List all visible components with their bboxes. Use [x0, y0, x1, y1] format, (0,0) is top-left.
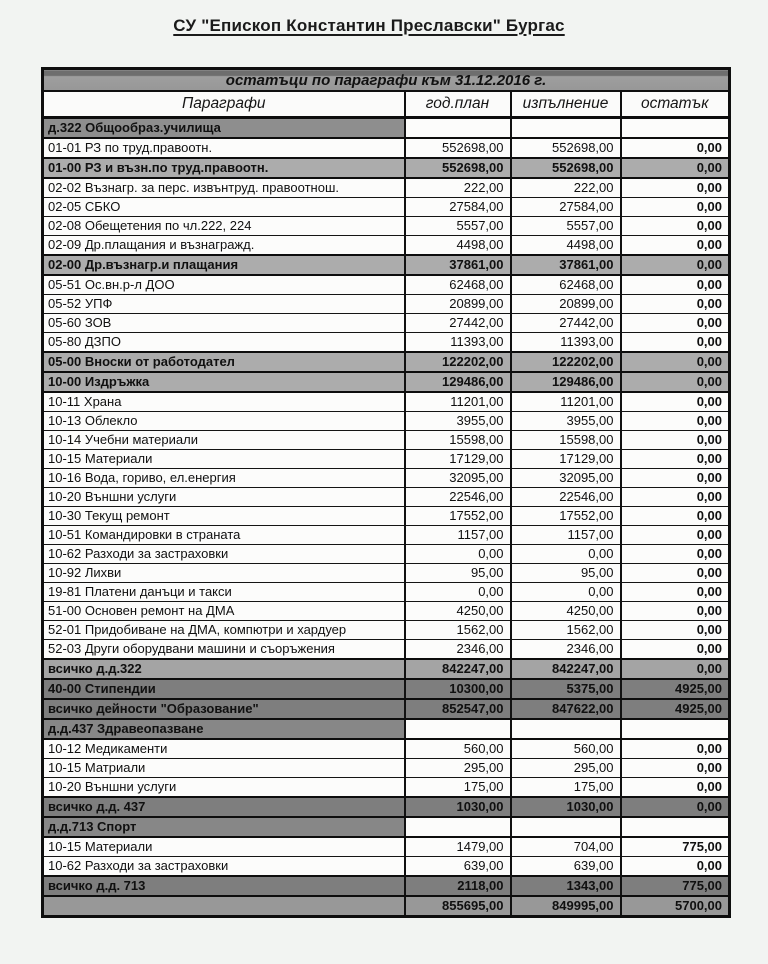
paragraph-label-cell: 10-20 Външни услуги: [43, 778, 405, 798]
paragraph-label-cell: 40-00 Стипендии: [43, 679, 405, 699]
execution-value-cell: 11393,00: [511, 333, 621, 353]
execution-value-cell: 129486,00: [511, 372, 621, 392]
execution-value-cell: 27442,00: [511, 314, 621, 333]
table-row: [43, 759, 730, 778]
annual-plan-value-cell: 122202,00: [405, 352, 511, 372]
paragraph-label-cell: 05-80 ДЗПО: [43, 333, 405, 353]
paragraph-label-cell: 10-11 Храна: [43, 392, 405, 412]
table-row: [43, 255, 730, 275]
table-row: [43, 778, 730, 798]
paragraph-label-cell: 10-00 Издръжка: [43, 372, 405, 392]
execution-value-cell: [511, 118, 621, 139]
remainder-value-cell: 0,00: [621, 314, 730, 333]
execution-value-cell: 17552,00: [511, 507, 621, 526]
remainder-value-cell: 0,00: [621, 412, 730, 431]
execution-value-cell: 175,00: [511, 778, 621, 798]
remainder-value-cell: 0,00: [621, 526, 730, 545]
annual-plan-value-cell: 2346,00: [405, 640, 511, 660]
table-row: [43, 876, 730, 896]
table-row: [43, 640, 730, 660]
remainder-value-cell: 0,00: [621, 602, 730, 621]
table-row: [43, 469, 730, 488]
table-row: [43, 372, 730, 392]
col-header-annual-plan: год.план: [405, 91, 511, 118]
paragraph-label-cell: 02-09 Др.плащания и възнагражд.: [43, 236, 405, 256]
paragraph-label-cell: [43, 896, 405, 917]
table-row: [43, 138, 730, 158]
execution-value-cell: 0,00: [511, 545, 621, 564]
annual-plan-value-cell: 2118,00: [405, 876, 511, 896]
col-header-execution: изпълнение: [511, 91, 621, 118]
paragraph-label-cell: 02-02 Възнагр. за перс. извънтруд. правоотнош.: [43, 178, 405, 198]
table-row: [43, 450, 730, 469]
annual-plan-value-cell: [405, 817, 511, 837]
remainder-value-cell: 0,00: [621, 640, 730, 660]
remainder-value-cell: 0,00: [621, 431, 730, 450]
paragraph-label-cell: д.д.437 Здравеопазване: [43, 719, 405, 739]
execution-value-cell: 1157,00: [511, 526, 621, 545]
remainder-value-cell: 0,00: [621, 450, 730, 469]
annual-plan-value-cell: 552698,00: [405, 138, 511, 158]
paragraph-label-cell: 52-03 Други оборудвани машини и съоръжения: [43, 640, 405, 660]
execution-value-cell: 20899,00: [511, 295, 621, 314]
execution-value-cell: 552698,00: [511, 138, 621, 158]
remainder-value-cell: 5700,00: [621, 896, 730, 917]
annual-plan-value-cell: 27442,00: [405, 314, 511, 333]
execution-value-cell: 849995,00: [511, 896, 621, 917]
annual-plan-value-cell: 852547,00: [405, 699, 511, 719]
remainder-value-cell: 0,00: [621, 158, 730, 178]
paragraph-label-cell: всичко д.д. 713: [43, 876, 405, 896]
annual-plan-value-cell: 11201,00: [405, 392, 511, 412]
page-title: СУ "Епископ Константин Преславски" Бургас: [173, 16, 565, 35]
execution-value-cell: 222,00: [511, 178, 621, 198]
paragraph-label-cell: 10-13 Облекло: [43, 412, 405, 431]
remainder-value-cell: 0,00: [621, 333, 730, 353]
table-row: [43, 507, 730, 526]
annual-plan-value-cell: 0,00: [405, 545, 511, 564]
annual-plan-value-cell: 15598,00: [405, 431, 511, 450]
remainder-value-cell: 0,00: [621, 469, 730, 488]
table-row: [43, 412, 730, 431]
remainder-value-cell: 775,00: [621, 876, 730, 896]
table-row: [43, 621, 730, 640]
paragraph-label-cell: 19-81 Платени данъци и такси: [43, 583, 405, 602]
remainder-value-cell: 0,00: [621, 372, 730, 392]
table-row: [43, 352, 730, 372]
remainder-value-cell: 0,00: [621, 778, 730, 798]
annual-plan-value-cell: 1479,00: [405, 837, 511, 857]
table-row: [43, 118, 730, 139]
table-row: [43, 392, 730, 412]
table-row: [43, 837, 730, 857]
remainder-value-cell: 0,00: [621, 392, 730, 412]
paragraph-label-cell: 10-30 Текущ ремонт: [43, 507, 405, 526]
table-row: [43, 431, 730, 450]
annual-plan-value-cell: 1030,00: [405, 797, 511, 817]
table-row: [43, 178, 730, 198]
execution-value-cell: 5375,00: [511, 679, 621, 699]
execution-value-cell: 1030,00: [511, 797, 621, 817]
budget-table: [41, 67, 731, 918]
remainder-value-cell: 0,00: [621, 759, 730, 778]
execution-value-cell: 4498,00: [511, 236, 621, 256]
paragraph-label-cell: всичко д.д. 437: [43, 797, 405, 817]
paragraph-label-cell: 51-00 Основен ремонт на ДМА: [43, 602, 405, 621]
remainder-value-cell: 0,00: [621, 583, 730, 602]
annual-plan-value-cell: 4250,00: [405, 602, 511, 621]
annual-plan-value-cell: 552698,00: [405, 158, 511, 178]
remainder-value-cell: 0,00: [621, 857, 730, 877]
table-row: [43, 314, 730, 333]
remainder-value-cell: 4925,00: [621, 679, 730, 699]
annual-plan-value-cell: 855695,00: [405, 896, 511, 917]
paragraph-label-cell: д.322 Общообраз.училища: [43, 118, 405, 139]
table-row: [43, 198, 730, 217]
remainder-value-cell: 4925,00: [621, 699, 730, 719]
paragraph-label-cell: 10-20 Външни услуги: [43, 488, 405, 507]
table-row: [43, 699, 730, 719]
remainder-value-cell: 775,00: [621, 837, 730, 857]
table-row: [43, 275, 730, 295]
execution-value-cell: 0,00: [511, 583, 621, 602]
table-row: [43, 545, 730, 564]
execution-value-cell: 37861,00: [511, 255, 621, 275]
paragraph-label-cell: 02-05 СБКО: [43, 198, 405, 217]
execution-value-cell: [511, 817, 621, 837]
execution-value-cell: 22546,00: [511, 488, 621, 507]
paragraph-label-cell: 05-00 Вноски от работодател: [43, 352, 405, 372]
remainder-value-cell: 0,00: [621, 295, 730, 314]
remainder-value-cell: [621, 817, 730, 837]
table-banner-row: [43, 69, 730, 92]
table-row: [43, 797, 730, 817]
annual-plan-value-cell: 1157,00: [405, 526, 511, 545]
table-row: [43, 817, 730, 837]
col-header-paragraphs: Параграфи: [43, 91, 405, 118]
table-row: [43, 896, 730, 917]
remainder-value-cell: 0,00: [621, 507, 730, 526]
execution-value-cell: [511, 719, 621, 739]
remainder-value-cell: 0,00: [621, 236, 730, 256]
table-row: [43, 564, 730, 583]
execution-value-cell: 95,00: [511, 564, 621, 583]
annual-plan-value-cell: 27584,00: [405, 198, 511, 217]
annual-plan-value-cell: 62468,00: [405, 275, 511, 295]
execution-value-cell: 639,00: [511, 857, 621, 877]
paragraph-label-cell: всичко дейности "Образование": [43, 699, 405, 719]
paragraph-label-cell: 10-15 Материали: [43, 837, 405, 857]
annual-plan-value-cell: 1562,00: [405, 621, 511, 640]
remainder-value-cell: 0,00: [621, 178, 730, 198]
execution-value-cell: 847622,00: [511, 699, 621, 719]
paragraph-label-cell: всичко д.д.322: [43, 659, 405, 679]
execution-value-cell: 704,00: [511, 837, 621, 857]
annual-plan-value-cell: 4498,00: [405, 236, 511, 256]
execution-value-cell: 842247,00: [511, 659, 621, 679]
remainder-value-cell: 0,00: [621, 488, 730, 507]
table-row: [43, 739, 730, 759]
table-banner: остатъци по параграфи към 31.12.2016 г.: [43, 69, 730, 92]
paragraph-label-cell: 10-12 Медикаменти: [43, 739, 405, 759]
remainder-value-cell: 0,00: [621, 797, 730, 817]
table-row: [43, 719, 730, 739]
paragraph-label-cell: 10-14 Учебни материали: [43, 431, 405, 450]
annual-plan-value-cell: 129486,00: [405, 372, 511, 392]
execution-value-cell: 5557,00: [511, 217, 621, 236]
execution-value-cell: 4250,00: [511, 602, 621, 621]
annual-plan-value-cell: 22546,00: [405, 488, 511, 507]
table-row: [43, 217, 730, 236]
paragraph-label-cell: 01-01 РЗ по труд.правоотн.: [43, 138, 405, 158]
annual-plan-value-cell: 10300,00: [405, 679, 511, 699]
execution-value-cell: 2346,00: [511, 640, 621, 660]
paragraph-label-cell: 10-51 Командировки в страната: [43, 526, 405, 545]
table-row: [43, 526, 730, 545]
execution-value-cell: 1562,00: [511, 621, 621, 640]
table-row: [43, 236, 730, 256]
table-row: [43, 158, 730, 178]
paragraph-label-cell: д.д.713 Спорт: [43, 817, 405, 837]
paragraph-label-cell: 02-00 Др.възнагр.и плащания: [43, 255, 405, 275]
table-row: [43, 659, 730, 679]
paragraph-label-cell: 10-92 Лихви: [43, 564, 405, 583]
annual-plan-value-cell: 20899,00: [405, 295, 511, 314]
annual-plan-value-cell: 639,00: [405, 857, 511, 877]
annual-plan-value-cell: 175,00: [405, 778, 511, 798]
remainder-value-cell: 0,00: [621, 545, 730, 564]
paragraph-label-cell: 05-60 ЗОВ: [43, 314, 405, 333]
execution-value-cell: 62468,00: [511, 275, 621, 295]
table-row: [43, 333, 730, 353]
paragraph-label-cell: 02-08 Обещетения по чл.222, 224: [43, 217, 405, 236]
execution-value-cell: 15598,00: [511, 431, 621, 450]
paragraph-label-cell: 10-16 Вода, гориво, ел.енергия: [43, 469, 405, 488]
table-row: [43, 295, 730, 314]
remainder-value-cell: 0,00: [621, 621, 730, 640]
paragraph-label-cell: 05-51 Ос.вн.р-л ДОО: [43, 275, 405, 295]
execution-value-cell: 295,00: [511, 759, 621, 778]
annual-plan-value-cell: 0,00: [405, 583, 511, 602]
execution-value-cell: 32095,00: [511, 469, 621, 488]
execution-value-cell: 11201,00: [511, 392, 621, 412]
annual-plan-value-cell: 222,00: [405, 178, 511, 198]
remainder-value-cell: 0,00: [621, 255, 730, 275]
remainder-value-cell: 0,00: [621, 659, 730, 679]
annual-plan-value-cell: 295,00: [405, 759, 511, 778]
remainder-value-cell: 0,00: [621, 739, 730, 759]
paragraph-label-cell: 52-01 Придобиване на ДМА, компютри и хардуер: [43, 621, 405, 640]
execution-value-cell: 122202,00: [511, 352, 621, 372]
table-header-row: [43, 91, 730, 118]
paragraph-label-cell: 05-52 УПФ: [43, 295, 405, 314]
remainder-value-cell: [621, 719, 730, 739]
annual-plan-value-cell: 17129,00: [405, 450, 511, 469]
annual-plan-value-cell: [405, 719, 511, 739]
remainder-value-cell: [621, 118, 730, 139]
table-row: [43, 857, 730, 877]
annual-plan-value-cell: 3955,00: [405, 412, 511, 431]
execution-value-cell: 3955,00: [511, 412, 621, 431]
annual-plan-value-cell: 11393,00: [405, 333, 511, 353]
paragraph-label-cell: 10-62 Разходи за застраховки: [43, 857, 405, 877]
paragraph-label-cell: 10-15 Матриали: [43, 759, 405, 778]
table-row: [43, 679, 730, 699]
table-row: [43, 602, 730, 621]
annual-plan-value-cell: 95,00: [405, 564, 511, 583]
remainder-value-cell: 0,00: [621, 217, 730, 236]
remainder-value-cell: 0,00: [621, 198, 730, 217]
annual-plan-value-cell: 37861,00: [405, 255, 511, 275]
remainder-value-cell: 0,00: [621, 564, 730, 583]
table-row: [43, 583, 730, 602]
remainder-value-cell: 0,00: [621, 352, 730, 372]
execution-value-cell: 560,00: [511, 739, 621, 759]
col-header-remainder: остатък: [621, 91, 730, 118]
annual-plan-value-cell: 842247,00: [405, 659, 511, 679]
execution-value-cell: 17129,00: [511, 450, 621, 469]
paragraph-label-cell: 10-15 Материали: [43, 450, 405, 469]
execution-value-cell: 27584,00: [511, 198, 621, 217]
table-row: [43, 488, 730, 507]
paragraph-label-cell: 01-00 РЗ и възн.по труд.правоотн.: [43, 158, 405, 178]
execution-value-cell: 1343,00: [511, 876, 621, 896]
remainder-value-cell: 0,00: [621, 275, 730, 295]
annual-plan-value-cell: 560,00: [405, 739, 511, 759]
annual-plan-value-cell: 5557,00: [405, 217, 511, 236]
annual-plan-value-cell: 17552,00: [405, 507, 511, 526]
execution-value-cell: 552698,00: [511, 158, 621, 178]
annual-plan-value-cell: [405, 118, 511, 139]
remainder-value-cell: 0,00: [621, 138, 730, 158]
annual-plan-value-cell: 32095,00: [405, 469, 511, 488]
paragraph-label-cell: 10-62 Разходи за застраховки: [43, 545, 405, 564]
